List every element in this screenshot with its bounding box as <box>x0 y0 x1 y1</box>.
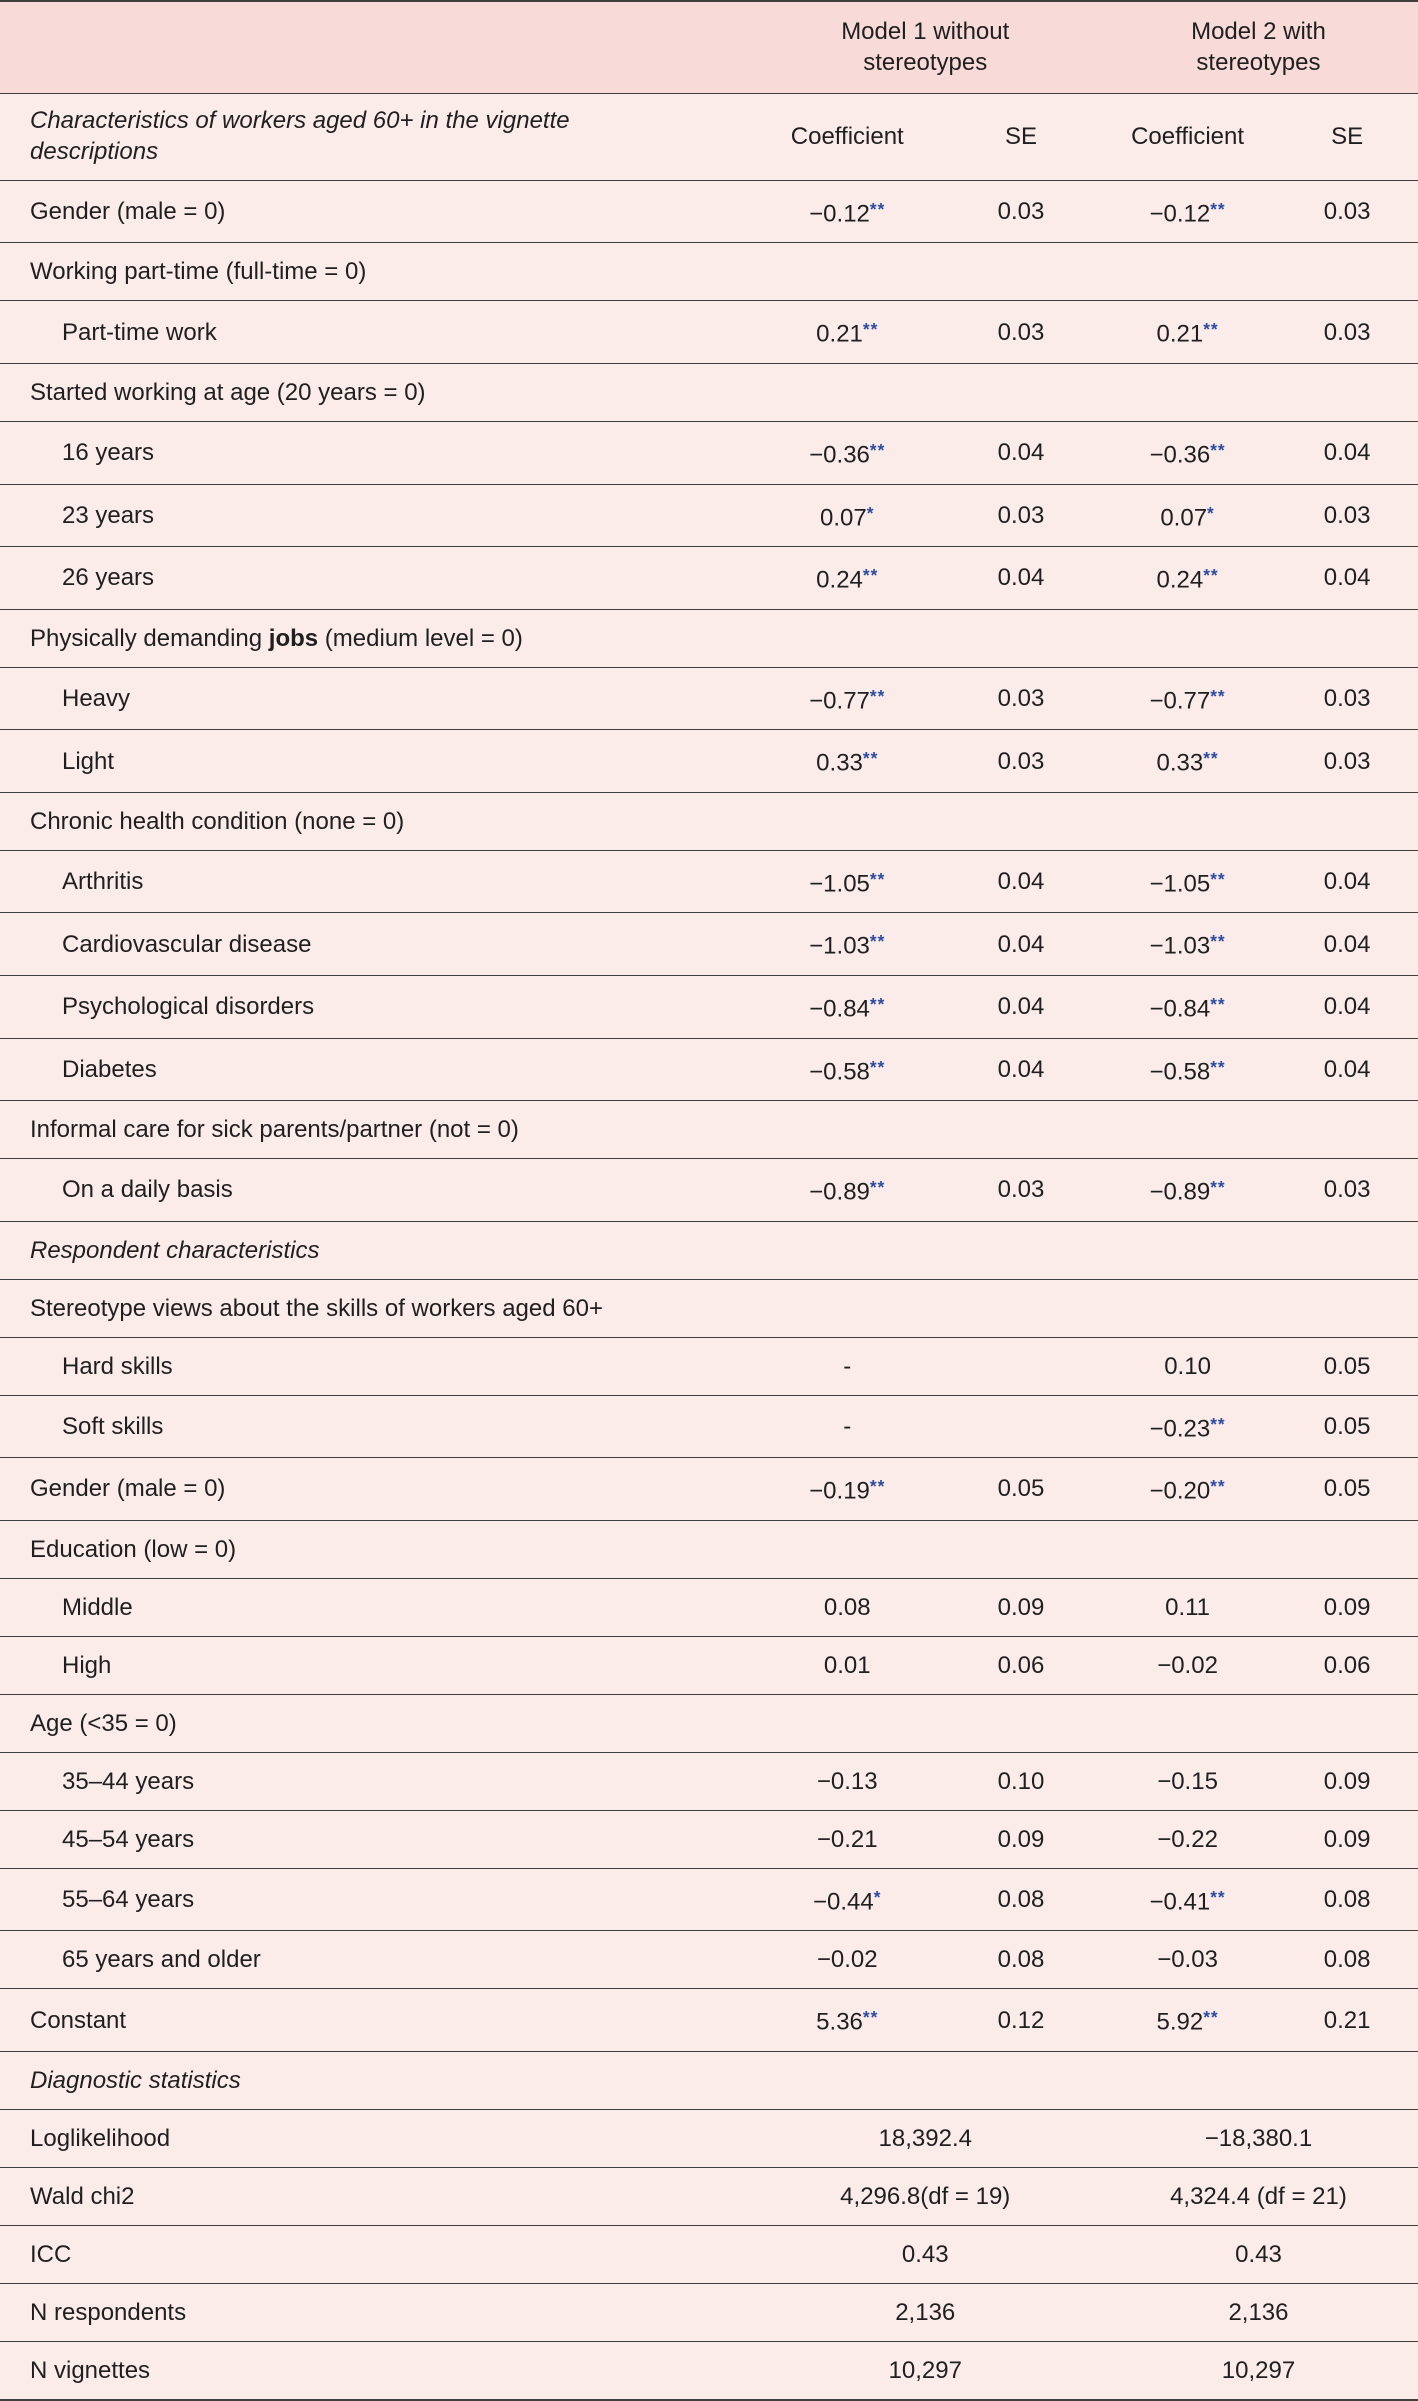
section-label-part: Physically demanding <box>30 624 269 652</box>
coefficient-value: −0.03 <box>1157 1946 1218 1974</box>
table-row <box>0 1810 1418 1868</box>
coefficient-cell <box>1099 1578 1276 1636</box>
se-cell: 0.09 <box>997 1593 1045 1621</box>
coefficient-cell <box>752 1038 943 1101</box>
significance-stars: ** <box>862 565 879 586</box>
se-cell: 0.04 <box>997 1055 1045 1083</box>
coefficient-cell <box>1099 1395 1276 1458</box>
table-row <box>0 1458 1418 1521</box>
table-row <box>0 730 1418 793</box>
row-label: Gender (male = 0) <box>30 1475 226 1503</box>
row-label: 16 years <box>62 439 155 467</box>
coefficient-value: 5.36 <box>816 2008 863 2036</box>
table-row <box>0 2167 1418 2225</box>
section-label: Chronic health condition (none = 0) <box>30 807 405 835</box>
coefficient-cell <box>752 301 943 364</box>
row-label: High <box>62 1651 112 1679</box>
stat-label: N vignettes <box>30 2356 151 2384</box>
section-label: Working part-time (full-time = 0) <box>30 258 367 286</box>
significance-stars: ** <box>1210 1177 1226 1198</box>
coefficient-cell <box>752 850 943 913</box>
coefficient-cell <box>752 1458 943 1521</box>
se-cell: 0.03 <box>1323 1176 1371 1204</box>
section-label-bold-part: jobs <box>268 624 319 652</box>
row-label: Constant <box>30 2006 127 2034</box>
table-row <box>0 2109 1418 2167</box>
significance-stars: * <box>866 502 875 523</box>
significance-stars: ** <box>869 685 886 706</box>
table-row <box>0 364 1418 422</box>
coefficient-cell <box>1099 1752 1276 1810</box>
stat-label: ICC <box>30 2240 72 2268</box>
model2-header <box>1099 1 1418 94</box>
significance-stars: ** <box>1210 1413 1226 1434</box>
row-label: Arthritis <box>62 868 144 896</box>
se-cell: 0.03 <box>1323 198 1371 226</box>
significance-stars: ** <box>869 993 886 1014</box>
coefficient-value: −0.02 <box>1157 1651 1218 1679</box>
se-cell: 0.08 <box>1323 1886 1371 1914</box>
table-row <box>0 1694 1418 1752</box>
significance-stars: ** <box>1203 565 1219 586</box>
coefficient-cell <box>752 180 943 243</box>
coefficient-cell <box>1099 301 1276 364</box>
significance-stars: ** <box>1203 319 1219 340</box>
coefficient-cell <box>1099 1337 1276 1395</box>
se-cell: 0.03 <box>1323 318 1371 346</box>
section-label: Informal care for sick parents/partner (not = 0) <box>30 1116 519 1144</box>
se-cell: 0.04 <box>1323 1055 1371 1083</box>
coefficient-cell <box>752 1931 943 1989</box>
row-label: Heavy <box>62 684 131 712</box>
coefficient-cell <box>1099 1868 1276 1931</box>
coefficient-cell <box>1099 547 1276 610</box>
row-label: Middle <box>62 1593 133 1621</box>
row-label: 45–54 years <box>62 1825 195 1853</box>
table-row <box>0 484 1418 547</box>
row-label: Cardiovascular disease <box>62 930 312 958</box>
coefficient-value: −1.05 <box>809 870 870 898</box>
section-label: Stereotype views about the skills of workers aged 60+ <box>30 1294 603 1322</box>
coefficient-value: −0.22 <box>1157 1825 1218 1853</box>
significance-stars: ** <box>1210 198 1226 219</box>
significance-stars: ** <box>1210 685 1226 706</box>
coefficient-value: −0.77 <box>1149 687 1211 715</box>
coefficient-value: −0.77 <box>809 687 870 715</box>
se-cell: 0.04 <box>1323 564 1371 592</box>
se-cell: 0.04 <box>1323 930 1371 958</box>
row-label: 65 years and older <box>62 1946 261 1974</box>
model2-header-label: Model 2 with stereotypes <box>1191 18 1326 76</box>
stat-label: Wald chi2 <box>30 2182 135 2210</box>
se-cell: 0.04 <box>997 930 1045 958</box>
stat-value-model1: 18,392.4 <box>878 2124 972 2152</box>
table-row <box>0 1101 1418 1159</box>
significance-stars: ** <box>862 2007 879 2028</box>
significance-stars: ** <box>1210 868 1226 889</box>
se-cell: 0.05 <box>1323 1475 1371 1503</box>
coefficient-cell <box>752 1159 943 1222</box>
row-label: Hard skills <box>62 1352 173 1380</box>
stat-value-model1: 4,296.8(df = 19) <box>840 2182 1011 2210</box>
significance-stars: ** <box>869 440 886 460</box>
section-label: Diagnostic statistics <box>30 2066 241 2094</box>
se-cell: 0.08 <box>997 1886 1045 1914</box>
row-stub-header <box>0 94 752 180</box>
table-row <box>0 2283 1418 2341</box>
row-label: Psychological disorders <box>62 993 315 1021</box>
se-cell: 0.04 <box>1323 868 1371 896</box>
significance-stars: ** <box>1210 993 1226 1014</box>
row-label: 35–44 years <box>62 1767 195 1795</box>
coefficient-value: 0.33 <box>816 749 863 777</box>
coefficient-cell <box>752 730 943 793</box>
coefficient-value: −0.41 <box>1149 1888 1211 1916</box>
table-row <box>0 1221 1418 1279</box>
table-row <box>0 1868 1418 1931</box>
coefficient-cell <box>752 1810 943 1868</box>
significance-stars: ** <box>862 319 879 340</box>
se-cell: 0.03 <box>997 318 1045 346</box>
table-row <box>0 1038 1418 1101</box>
se-cell: 0.09 <box>1323 1825 1371 1853</box>
se-cell: 0.04 <box>997 564 1045 592</box>
se-cell: 0.08 <box>1323 1946 1371 1974</box>
coefficient-cell <box>752 422 943 485</box>
table-row <box>0 1931 1418 1989</box>
se-cell: 0.04 <box>997 993 1045 1021</box>
se-cell: 0.04 <box>997 868 1045 896</box>
se-cell: 0.12 <box>997 2006 1045 2034</box>
row-label: Diabetes <box>62 1055 157 1083</box>
coefficient-value: −0.23 <box>1149 1415 1211 1443</box>
table-row <box>0 1159 1418 1222</box>
se-cell: 0.21 <box>1323 2006 1371 2034</box>
section-label: Respondent characteristics <box>30 1236 320 1264</box>
model1-header-label: Model 1 without stereotypes <box>841 18 1010 76</box>
se-cell: 0.09 <box>1323 1593 1371 1621</box>
table-body <box>0 180 1418 2400</box>
coefficient-value: −0.84 <box>809 995 870 1023</box>
column-header-row <box>0 94 1418 180</box>
coefficient-cell <box>1099 180 1276 243</box>
coefficient-value: −1.03 <box>1149 932 1211 960</box>
significance-stars: ** <box>869 1476 886 1497</box>
coefficient-value: −0.36 <box>809 441 870 469</box>
section-label: Started working at age (20 years = 0) <box>30 379 426 406</box>
table-row <box>0 667 1418 730</box>
coefficient-value: −0.15 <box>1157 1767 1218 1795</box>
coefficient-value: 0.24 <box>1156 566 1204 594</box>
significance-stars: ** <box>869 868 886 889</box>
coefficient-value: 5.92 <box>1156 2008 1204 2036</box>
se-cell: 0.08 <box>997 1946 1045 1974</box>
coefficient-cell <box>1099 1810 1276 1868</box>
coefficient-value: 0.21 <box>816 321 863 348</box>
significance-stars: ** <box>1210 931 1226 952</box>
significance-stars: ** <box>1210 1056 1226 1077</box>
se-cell: 0.03 <box>1323 684 1371 712</box>
significance-stars: ** <box>869 931 886 952</box>
stat-label: Loglikelihood <box>30 2124 171 2152</box>
stat-value-model2: 4,324.4 (df = 21) <box>1170 2182 1347 2210</box>
coefficient-value: −0.12 <box>1149 200 1211 228</box>
model1-header <box>752 1 1099 94</box>
section-label <box>0 609 1418 667</box>
significance-stars: ** <box>1210 1476 1226 1497</box>
row-label: 26 years <box>62 564 155 592</box>
se-cell: 0.04 <box>1323 439 1371 467</box>
se-cell: 0.03 <box>997 501 1045 529</box>
coefficient-cell <box>1099 975 1276 1038</box>
se-cell: 0.09 <box>997 1825 1045 1853</box>
stat-value-model1: 0.43 <box>901 2240 949 2268</box>
se-cell: 0.09 <box>1323 1767 1371 1795</box>
coefficient-cell <box>752 913 943 976</box>
se-cell: 0.03 <box>997 684 1045 712</box>
coefficient-cell <box>1099 422 1276 485</box>
table-row <box>0 792 1418 850</box>
coefficient-cell <box>752 667 943 730</box>
table-row <box>0 850 1418 913</box>
table-row <box>0 913 1418 976</box>
coefficient-value: −0.21 <box>816 1825 878 1853</box>
coefficient-value: 0.10 <box>1164 1352 1211 1380</box>
coefficient-value: −0.58 <box>809 1058 870 1086</box>
table-row <box>0 1520 1418 1578</box>
row-label: Part-time work <box>62 318 217 346</box>
significance-stars: ** <box>869 198 886 219</box>
coefficient-value: 0.33 <box>1156 749 1204 777</box>
coefficient-cell <box>1099 913 1276 976</box>
row-label: 23 years <box>62 501 155 529</box>
coefficient-cell <box>752 1636 943 1694</box>
coefficient-value: −0.02 <box>816 1946 878 1974</box>
se-cell <box>943 1395 1099 1458</box>
row-label: Soft skills <box>62 1412 164 1440</box>
coefficient-value: −0.13 <box>816 1767 878 1795</box>
significance-stars: ** <box>1203 748 1219 769</box>
stat-value-model2: 0.43 <box>1235 2240 1282 2268</box>
significance-stars: ** <box>1210 1886 1226 1907</box>
coefficient-value: −0.89 <box>1149 1178 1211 1206</box>
significance-stars: ** <box>1203 2007 1219 2028</box>
coefficient-cell <box>1099 484 1276 547</box>
table-row <box>0 1636 1418 1694</box>
significance-stars: ** <box>1210 440 1226 460</box>
stat-value-model2: −18,380.1 <box>1204 2124 1313 2152</box>
coefficient-cell <box>752 1578 943 1636</box>
table-row <box>0 243 1418 301</box>
coefficient-cell <box>752 1868 943 1931</box>
coefficient-cell <box>1099 1458 1276 1521</box>
coefficient-cell <box>752 1989 943 2052</box>
table-row <box>0 1752 1418 1810</box>
coefficient-cell <box>752 484 943 547</box>
table-row <box>0 1395 1418 1458</box>
coefficient-value: −0.20 <box>1149 1477 1211 1505</box>
significance-stars: ** <box>862 748 879 769</box>
table-row <box>0 1578 1418 1636</box>
table-row <box>0 547 1418 610</box>
coefficient-cell <box>1099 1159 1276 1222</box>
coefficient-value: 0.11 <box>1165 1593 1211 1621</box>
coefficient-value: −0.12 <box>809 200 870 228</box>
coefficient-cell <box>1099 1931 1276 1989</box>
se-cell: 0.03 <box>997 1176 1045 1204</box>
coefficient-value: 0.07 <box>1160 504 1208 532</box>
coefficient-value: 0.24 <box>816 566 863 594</box>
coefficient-value: 0.01 <box>823 1651 871 1679</box>
coefficient-value: 0.21 <box>1156 321 1204 348</box>
model-header-row <box>0 1 1418 94</box>
coefficient-value: −1.03 <box>809 932 870 960</box>
se-cell: 0.04 <box>997 439 1045 467</box>
coefficient-value: −0.19 <box>809 1477 870 1505</box>
se-cell: 0.05 <box>1323 1412 1371 1440</box>
coefficient-value: −1.05 <box>1149 870 1211 898</box>
row-label: Light <box>62 747 115 775</box>
coefficient-value: −0.36 <box>1149 441 1211 469</box>
stat-label: N respondents <box>30 2298 187 2326</box>
row-label: Gender (male = 0) <box>30 198 226 226</box>
se-cell: 0.03 <box>997 747 1045 775</box>
se-cell: 0.05 <box>997 1475 1045 1503</box>
se-cell <box>943 1337 1099 1395</box>
stat-value-model2: 10,297 <box>1221 2356 1296 2384</box>
se-cell: 0.03 <box>997 198 1045 226</box>
coefficient-cell <box>752 1337 943 1395</box>
table-row <box>0 180 1418 243</box>
coefficient-value: 0.07 <box>820 504 867 532</box>
table-row <box>0 1989 1418 2052</box>
se-cell: 0.10 <box>997 1767 1045 1795</box>
section-label: Age (<35 = 0) <box>30 1709 177 1737</box>
se-cell: 0.06 <box>1323 1651 1371 1679</box>
stat-value-model1: 10,297 <box>888 2356 962 2384</box>
coefficient-value: −0.44 <box>813 1888 874 1916</box>
coefficient-cell <box>1099 850 1276 913</box>
coefficient-cell <box>1099 1636 1276 1694</box>
coefficient-value: −0.84 <box>1149 995 1211 1023</box>
se-cell: 0.05 <box>1323 1352 1371 1380</box>
model2-coefficient-header: Coefficient <box>1131 122 1245 150</box>
section-label: Education (low = 0) <box>30 1535 237 1563</box>
significance-stars: * <box>1207 502 1215 523</box>
model1-se-header: SE <box>1004 122 1037 150</box>
significance-stars: * <box>873 1886 882 1907</box>
empty-corner-cell <box>0 1 752 94</box>
section-label-part: (medium level = 0) <box>318 624 523 652</box>
model1-coefficient-header: Coefficient <box>790 122 904 150</box>
table-row <box>0 609 1418 667</box>
table-row <box>0 301 1418 364</box>
coefficient-cell <box>1099 730 1276 793</box>
se-cell: 0.06 <box>997 1651 1045 1679</box>
se-cell: 0.03 <box>1323 747 1371 775</box>
coefficient-cell <box>752 975 943 1038</box>
model2-se-header: SE <box>1331 122 1364 150</box>
row-stub-header-label: Characteristics of workers aged 60+ in the vignette descriptions <box>30 107 570 166</box>
stat-value-model1: 2,136 <box>895 2298 956 2326</box>
row-label: On a daily basis <box>62 1176 233 1204</box>
row-label: 55–64 years <box>62 1886 195 1914</box>
table-row <box>0 975 1418 1038</box>
coefficient-value: −0.58 <box>1149 1058 1211 1086</box>
table-row <box>0 422 1418 485</box>
table-row <box>0 2225 1418 2283</box>
coefficient-cell <box>1099 1038 1276 1101</box>
coefficient-cell <box>752 547 943 610</box>
se-cell: 0.04 <box>1323 993 1371 1021</box>
table-row <box>0 2341 1418 2400</box>
coefficient-cell <box>1099 1989 1276 2052</box>
table-header <box>0 1 1418 180</box>
coefficient-value: - <box>843 1412 852 1440</box>
coefficient-cell <box>1099 667 1276 730</box>
table-row <box>0 1279 1418 1337</box>
coefficient-value: 0.08 <box>823 1593 871 1621</box>
stat-value-model2: 2,136 <box>1228 2298 1289 2326</box>
table-row <box>0 2051 1418 2109</box>
coefficient-value: - <box>843 1352 852 1380</box>
coefficient-value: −0.89 <box>809 1178 870 1206</box>
coefficient-cell <box>752 1752 943 1810</box>
significance-stars: ** <box>869 1177 886 1198</box>
table-row <box>0 1337 1418 1395</box>
coefficient-cell <box>752 1395 943 1458</box>
se-cell: 0.03 <box>1323 501 1371 529</box>
significance-stars: ** <box>869 1056 886 1077</box>
